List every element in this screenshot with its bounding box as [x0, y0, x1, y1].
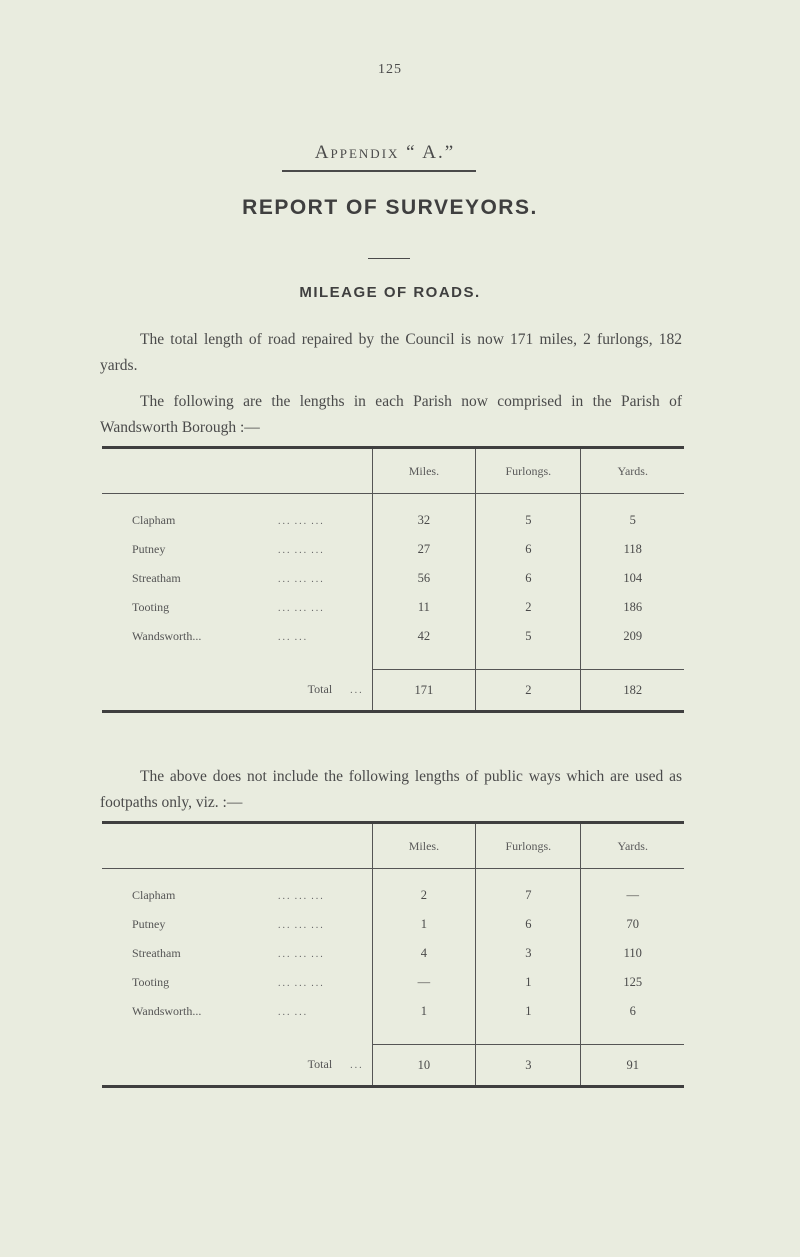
table-header-row [102, 448, 684, 494]
spacer-cell [476, 1026, 581, 1045]
spacer-cell [372, 1026, 476, 1045]
total-label-cell [102, 1045, 372, 1087]
miles-cell: 27 [372, 535, 476, 564]
parish-name: Streatham [132, 571, 181, 585]
parish-name: Putney [132, 542, 166, 556]
spacer-cell [372, 651, 476, 670]
parish-cell [102, 564, 372, 593]
spacer-row [102, 651, 684, 670]
total-miles: 171 [372, 670, 476, 712]
parish-name: Tooting [132, 600, 170, 614]
leader-dots: ... [294, 516, 309, 527]
leader-dots: ... [311, 516, 325, 527]
miles-cell: 1 [372, 997, 476, 1026]
appendix-title-text: Appendix “ A.” [314, 142, 456, 163]
yards-cell: 5 [581, 494, 684, 536]
miles-cell: 4 [372, 939, 476, 968]
leader-dots: ... [311, 949, 325, 960]
leader-dots: ... [294, 1007, 309, 1018]
total-miles: 10 [372, 1045, 476, 1087]
parish-name: Wandsworth... [132, 629, 202, 643]
total-yards: 182 [581, 670, 684, 712]
spacer-cell [102, 651, 372, 670]
furlongs-cell: 2 [476, 593, 581, 622]
parish-name: Tooting [132, 975, 170, 989]
spacer-cell [102, 1026, 372, 1045]
table-row [102, 910, 684, 939]
leader-dots: ... [294, 978, 309, 989]
appendix-underline [282, 170, 476, 172]
leader-dots: ... [278, 632, 292, 643]
spacer-cell [581, 651, 684, 670]
leader-dots: ... [278, 949, 292, 960]
yards-cell: 118 [581, 535, 684, 564]
parish-cell [102, 939, 372, 968]
total-label: Total [307, 682, 333, 697]
leader-dots: ... [311, 978, 325, 989]
parish-name: Wandsworth... [132, 1004, 202, 1018]
yards-cell: 186 [581, 593, 684, 622]
total-label-cell [102, 670, 372, 712]
paragraph-parish-lengths: The following are the lengths in each Parish now comprised in the Parish of Wandsworth Borough :— [100, 393, 682, 436]
spacer-cell [476, 651, 581, 670]
table-row [102, 593, 684, 622]
header-furlongs: Furlongs. [476, 448, 581, 494]
furlongs-cell: 6 [476, 535, 581, 564]
leader-dots: ... [311, 920, 325, 931]
leader-dots: ... [278, 545, 292, 556]
parish-cell [102, 968, 372, 997]
total-furlongs: 2 [476, 670, 581, 712]
miles-cell: 42 [372, 622, 476, 651]
miles-cell: 32 [372, 494, 476, 536]
total-label: Total [307, 1057, 333, 1072]
leader-dots: ... [278, 978, 292, 989]
leader-dots: ... [278, 920, 292, 931]
parish-cell [102, 494, 372, 536]
parish-name: Streatham [132, 946, 181, 960]
leader-dots: ... [278, 1007, 292, 1018]
leader-dots: ... [294, 574, 309, 585]
table-row [102, 869, 684, 911]
miles-cell: 11 [372, 593, 476, 622]
spacer-row [102, 1026, 684, 1045]
table-row [102, 535, 684, 564]
page-number: 125 [378, 62, 402, 77]
header-furlongs: Furlongs. [476, 823, 581, 869]
header-miles: Miles. [372, 823, 476, 869]
furlongs-cell: 3 [476, 939, 581, 968]
furlongs-cell: 1 [476, 968, 581, 997]
leader-dots: ... [350, 1060, 364, 1072]
parish-name: Putney [132, 917, 166, 931]
table-row [102, 939, 684, 968]
section-title: MILEAGE OF ROADS. [299, 284, 481, 301]
total-furlongs: 3 [476, 1045, 581, 1087]
leader-dots: ... [311, 574, 325, 585]
yards-cell: 125 [581, 968, 684, 997]
furlongs-cell: 7 [476, 869, 581, 911]
parish-cell [102, 593, 372, 622]
yards-cell: 6 [581, 997, 684, 1026]
table-row [102, 997, 684, 1026]
leader-dots: ... [311, 891, 325, 902]
yards-cell: 104 [581, 564, 684, 593]
spacer-cell [581, 1026, 684, 1045]
leader-dots: ... [294, 632, 309, 643]
leader-dots: ... [350, 685, 364, 697]
roads-table [102, 446, 684, 713]
furlongs-cell: 6 [476, 564, 581, 593]
table-row [102, 494, 684, 536]
section-divider [368, 258, 410, 259]
footpaths-table [102, 821, 684, 1088]
miles-cell: 2 [372, 869, 476, 911]
parish-cell [102, 622, 372, 651]
furlongs-cell: 5 [476, 622, 581, 651]
header-blank [102, 448, 372, 494]
leader-dots: ... [294, 603, 309, 614]
parish-name: Clapham [132, 888, 176, 902]
leader-dots: ... [278, 603, 292, 614]
paragraph-footpaths: The above does not include the following lengths of public ways which are used as footpaths only, viz. :— [100, 768, 682, 811]
leader-dots: ... [278, 574, 292, 585]
yards-cell: — [581, 869, 684, 911]
parish-cell [102, 869, 372, 911]
header-blank [102, 823, 372, 869]
table-header-row [102, 823, 684, 869]
total-row [102, 670, 684, 712]
yards-cell: 70 [581, 910, 684, 939]
furlongs-cell: 1 [476, 997, 581, 1026]
leader-dots: ... [294, 545, 309, 556]
total-row [102, 1045, 684, 1087]
leader-dots: ... [311, 545, 325, 556]
leader-dots: ... [278, 891, 292, 902]
miles-cell: — [372, 968, 476, 997]
miles-cell: 1 [372, 910, 476, 939]
header-yards: Yards. [581, 823, 684, 869]
leader-dots: ... [294, 891, 309, 902]
page-title: REPORT OF SURVEYORS. [242, 196, 538, 219]
leader-dots: ... [294, 920, 309, 931]
furlongs-cell: 6 [476, 910, 581, 939]
parish-name: Clapham [132, 513, 176, 527]
parish-cell [102, 910, 372, 939]
leader-dots: ... [311, 603, 325, 614]
furlongs-cell: 5 [476, 494, 581, 536]
total-yards: 91 [581, 1045, 684, 1087]
paragraph-total-length: The total length of road repaired by the Council is now 171 miles, 2 furlongs, 182 yards. [100, 331, 682, 374]
table-row [102, 968, 684, 997]
parish-cell [102, 997, 372, 1026]
yards-cell: 110 [581, 939, 684, 968]
parish-cell [102, 535, 372, 564]
leader-dots: ... [294, 949, 309, 960]
header-yards: Yards. [581, 448, 684, 494]
table-row [102, 564, 684, 593]
appendix-title [0, 142, 770, 164]
yards-cell: 209 [581, 622, 684, 651]
leader-dots: ... [278, 516, 292, 527]
table-row [102, 622, 684, 651]
miles-cell: 56 [372, 564, 476, 593]
header-miles: Miles. [372, 448, 476, 494]
